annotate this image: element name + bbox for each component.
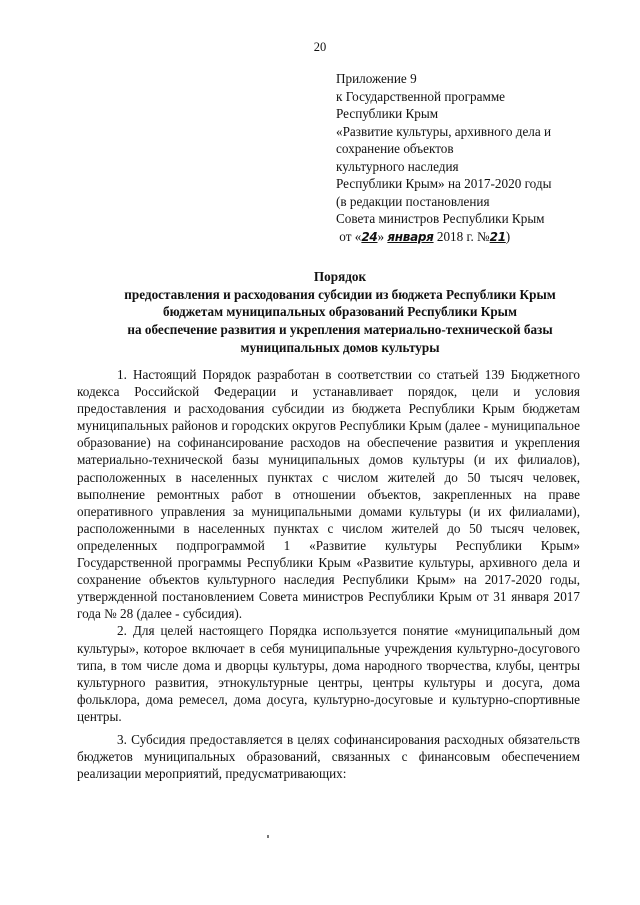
handwritten-day: 24 — [361, 229, 378, 244]
date-prefix: от « — [339, 228, 362, 244]
handwritten-month: января — [387, 229, 434, 244]
date-year: 2018 г. № — [436, 228, 490, 244]
appendix-line: (в редакции постановления — [336, 193, 490, 209]
appendix-line: Республики Крым — [336, 106, 439, 121]
resolution-date-line — [336, 228, 551, 247]
appendix-line: сохранение объектов — [336, 141, 454, 156]
appendix-line: к Государственной программе — [336, 88, 506, 104]
title-line: на обеспечение развития и укрепления материально-технической базы — [127, 322, 553, 338]
appendix-line: Совета министров Республики Крым — [336, 211, 545, 226]
appendix-header — [336, 70, 551, 246]
paragraph-1: 1. Настоящий Порядок разработан в соответствии со статьей 139 Бюджетного кодекса Российской Федерации и устанавливает порядок, цели и условия предоставления и расходования субсидии из бюджета Республики Крым бюджетам муниципальных районов и городских округов Республики Крым (далее - муниципальное образование) на софинансирование расходов на обеспечение развития и укрепления материально-технической базы муниципальных домов культуры (и их филиалов), расположенных в населенных пунктах с числом жителей до 50 тысяч человек, выполнение ремонтных работ в отношении объектов, закрепленных на праве оперативного управления за муниципальными домами культуры (и их филиалами), расположенными в населенных пунктах с числом жителей до 50 тысяч человек, определенных подпрограммой 1 «Развитие культуры Республики Крым» Государственной программы Республики Крым «Развитие культуры, архивного дела и сохранение объектов культурного наследия Республики Крым» на 2017-2020 годы, утвержденной постановлением Совета министров Республики Крым от 31 января 2017 года № 28 (далее - субсидия). — [77, 367, 580, 622]
appendix-line: Республики Крым» на 2017-2020 годы — [336, 176, 552, 191]
title-line: бюджетам муниципальных образований Республики Крым — [163, 304, 517, 320]
scan-speck — [267, 835, 269, 838]
paragraph-3: 3. Субсидия предоставляется в целях софинансирования расходных обязательств бюджетов муниципальных образований, связанных с финансовым обеспечением реализации мероприятий, предусматривающих: — [77, 731, 580, 782]
paragraph-2: 2. Для целей настоящего Порядка используется понятие «муниципальный дом культуры», которое включает в себя муниципальные учреждения культурно-досугового типа, в том числе дома и дворцы культуры, дома народного творчества, клубы, центры культурного развития, этнокультурные центры, центры культуры и досуга, дома фольклора, дома ремесел, дома досуга, культурно-досуговые и культурно-спортивные центры. — [77, 623, 580, 724]
title-line: Порядок — [313, 269, 367, 284]
appendix-line: «Развитие культуры, архивного дела и — [336, 123, 552, 139]
appendix-line: Приложение 9 — [336, 71, 417, 86]
date-suffix: ) — [505, 228, 511, 244]
document-body — [77, 366, 580, 782]
title-line: предоставления и расходования субсидии из бюджета Республики Крым — [124, 286, 556, 302]
page-number: 20 — [313, 40, 327, 54]
document-title — [60, 268, 620, 357]
date-mid: » — [377, 228, 385, 244]
appendix-line: культурного наследия — [336, 158, 459, 174]
handwritten-number: 21 — [489, 229, 506, 244]
title-line: муниципальных домов культуры — [240, 339, 440, 355]
